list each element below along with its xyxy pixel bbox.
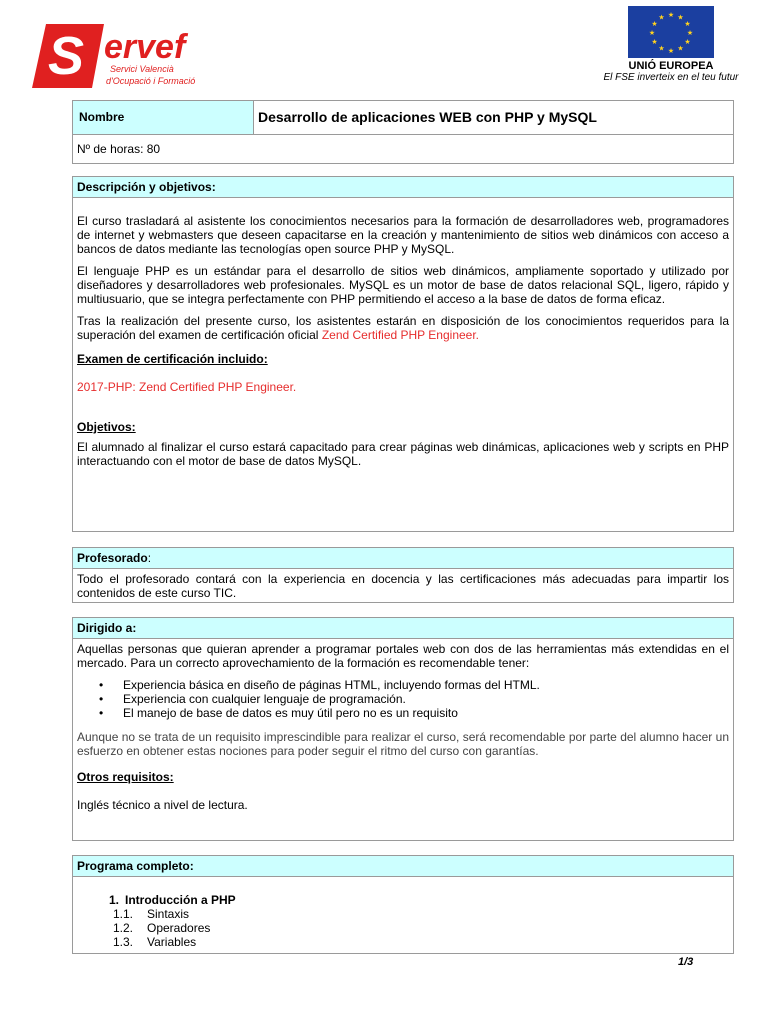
- audience-header: Dirigido a:: [73, 618, 733, 639]
- svg-text:★: ★: [648, 29, 656, 37]
- audience-bullet: • Experiencia básica en diseño de páginas HTML, incluyendo formas del HTML.: [77, 678, 729, 692]
- svg-text:★: ★: [684, 20, 691, 28]
- svg-text:★: ★: [677, 44, 684, 53]
- program-subitem-num: 1.3.: [113, 935, 134, 949]
- program-subitem: [77, 921, 729, 935]
- svg-text:★: ★: [677, 13, 684, 22]
- description-paragraph-2: El lenguaje PHP es un estándar para el desarrollo de sitios web dinámicos, ampliamente soportado y utilizado por diseñadores y desarrolladores web profesionales. MySQL es un motor de base de datos relacional SQL, ligero, rápido y multiusuario, que se integra perfectamente con PHP permitiendo el acceso a la base de datos de forma eficaz.: [77, 264, 729, 306]
- course-hours: Nº de horas: 80: [77, 142, 161, 156]
- svg-text:★: ★: [651, 20, 658, 28]
- program-item-1: [77, 893, 729, 907]
- name-label-cell: [73, 101, 254, 134]
- program-item-1-num: 1.: [109, 893, 120, 907]
- teachers-text: Todo el profesorado contará con la experiencia en docencia y las certificaciones más adecuadas para impartir los contenidos de este curso TIC.: [77, 572, 729, 600]
- name-label: Nombre: [79, 110, 125, 124]
- teachers-section: [72, 547, 734, 603]
- servef-sub1: Servici Valencià: [110, 64, 174, 74]
- audience-note: Aunque no se trata de un requisito imprescindible para realizar el curso, será recomendable por parte del alumno hacer un esfuerzo en obtener estas nociones para poder seguir el ritmo del curso con garantías.: [77, 730, 729, 758]
- cert-heading: Examen de certificación incluido:: [77, 352, 268, 366]
- svg-text:★: ★: [658, 44, 665, 53]
- svg-text:★: ★: [651, 38, 658, 46]
- objectives-text: El alumnado al finalizar el curso estará capacitado para crear páginas web dinámicas, aplicaciones web y scripts en PHP interactuando con el motor de base de datos MySQL.: [77, 440, 729, 468]
- eu-logo-block: [596, 6, 746, 92]
- program-item-1-label: Introducción a PHP: [125, 893, 236, 907]
- eu-title: UNIÓ EUROPEA: [628, 60, 714, 72]
- program-header: Programa completo:: [73, 856, 733, 877]
- audience-bullet: • El manejo de base de datos es muy útil pero no es un requisito: [77, 706, 729, 720]
- servef-logo: [32, 22, 212, 90]
- other-requirements-heading: Otros requisitos:: [77, 770, 174, 784]
- audience-intro: Aquellas personas que quieran aprender a programar portales web con dos de las herramientas más extendidas en el mercado. Para un correcto aprovechamiento de la formación es recomendable tener:: [77, 642, 729, 670]
- course-name-table: [72, 100, 734, 164]
- svg-text:S: S: [47, 26, 85, 86]
- svg-text:★: ★: [667, 11, 675, 19]
- description-header: Descripción y objetivos:: [73, 177, 733, 198]
- description-section: [72, 176, 734, 532]
- objectives-heading: Objetivos:: [77, 420, 136, 434]
- teachers-header-label: Profesorado: [77, 551, 148, 565]
- program-subitem-label: Variables: [147, 935, 197, 949]
- servef-sub2: d'Ocupació i Formació: [106, 76, 196, 86]
- program-section: [72, 855, 734, 954]
- program-subitem-num: 1.2.: [113, 921, 134, 935]
- program-subitem: [77, 935, 729, 949]
- svg-text:ervef: ervef: [104, 28, 186, 66]
- cert-value: 2017-PHP: Zend Certified PHP Engineer.: [77, 380, 297, 394]
- teachers-header-colon: :: [147, 551, 152, 565]
- svg-text:★: ★: [658, 13, 665, 22]
- svg-text:★: ★: [684, 38, 691, 46]
- page-number: 1/3: [678, 956, 694, 968]
- program-subitem-label: Operadores: [147, 921, 211, 935]
- program-subitem-num: 1.1.: [113, 907, 134, 921]
- description-paragraph-3-text: Tras la realización del presente curso, los asistentes estarán en disposición de los conocimientos requeridos para la superación del examen de certificación oficial: [77, 314, 729, 342]
- audience-section: [72, 617, 734, 841]
- eu-flag-icon: [628, 6, 714, 58]
- eu-subtitle: El FSE inverteix en el teu futur: [603, 72, 739, 83]
- other-requirements-text: Inglés técnico a nivel de lectura.: [77, 798, 248, 812]
- description-paragraph-1: El curso trasladará al asistente los conocimientos necesarios para la formación de desarrolladores web, programadores de internet y webmasters que deseen capacitarse en la creación y mantenimiento de sitios web dinámicos con acceso a bancos de datos mediante las tecnologías open source PHP y MySQL.: [77, 214, 729, 256]
- svg-text:★: ★: [667, 47, 675, 55]
- audience-bullets: [77, 678, 729, 720]
- audience-bullet: • Experiencia con cualquier lenguaje de programación.: [77, 692, 729, 706]
- program-subitem-label: Sintaxis: [147, 907, 190, 921]
- svg-text:★: ★: [686, 29, 694, 37]
- program-subitem: [77, 907, 729, 921]
- zend-cert-link: Zend Certified PHP Engineer.: [321, 328, 480, 342]
- teachers-header: [73, 548, 733, 569]
- description-paragraph-3: [77, 314, 729, 342]
- course-title: Desarrollo de aplicaciones WEB con PHP y MySQL: [258, 109, 597, 125]
